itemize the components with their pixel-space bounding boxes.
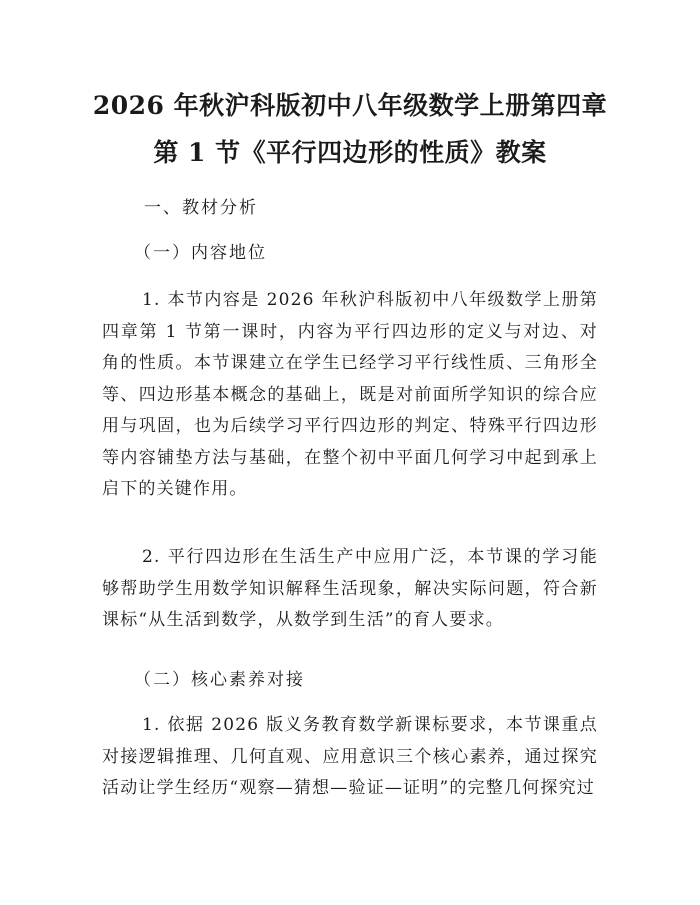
subsection-heading-core-literacy: （二）核心素养对接 (134, 670, 305, 690)
paragraph-1: 1. 本节内容是 2026 年秋沪科版初中八年级数学上册第四章第 1 节第一课时，内容为平行四边形的定义与对边、对角的性质。本节课建立在学生已经学习平行线性质、三角形全等、四边形基本概念的基础上，既是对前面所学知识的综合应用与巩固，也为后续学习平行四边形的判定、特殊平行四边形等内容铺垫方法与基础，在整个初中平面几何学习中起到承上启下的关键作用。 (102, 290, 598, 499)
section-heading-materials-analysis: 一、教材分析 (144, 198, 258, 218)
document-title-line-2: 第 1 节《平行四边形的性质》教案 (153, 138, 547, 167)
document-title-line-1: 2026 年秋沪科版初中八年级数学上册第四章 (92, 91, 608, 120)
subsection-heading-content-position: （一）内容地位 (134, 243, 267, 263)
paragraph-2: 2. 平行四边形在生活生产中应用广泛，本节课的学习能够帮助学生用数学知识解释生活现象，解决实际问题，符合新课标“从生活到数学，从数学到生活”的育人要求。 (102, 547, 598, 630)
paragraph-3: 1. 依据 2026 版义务教育数学新课标要求，本节课重点对接逻辑推理、几何直观、应用意识三个核心素养，通过探究活动让学生经历“观察—猜想—验证—证明”的完整几何探究过 (102, 715, 598, 798)
